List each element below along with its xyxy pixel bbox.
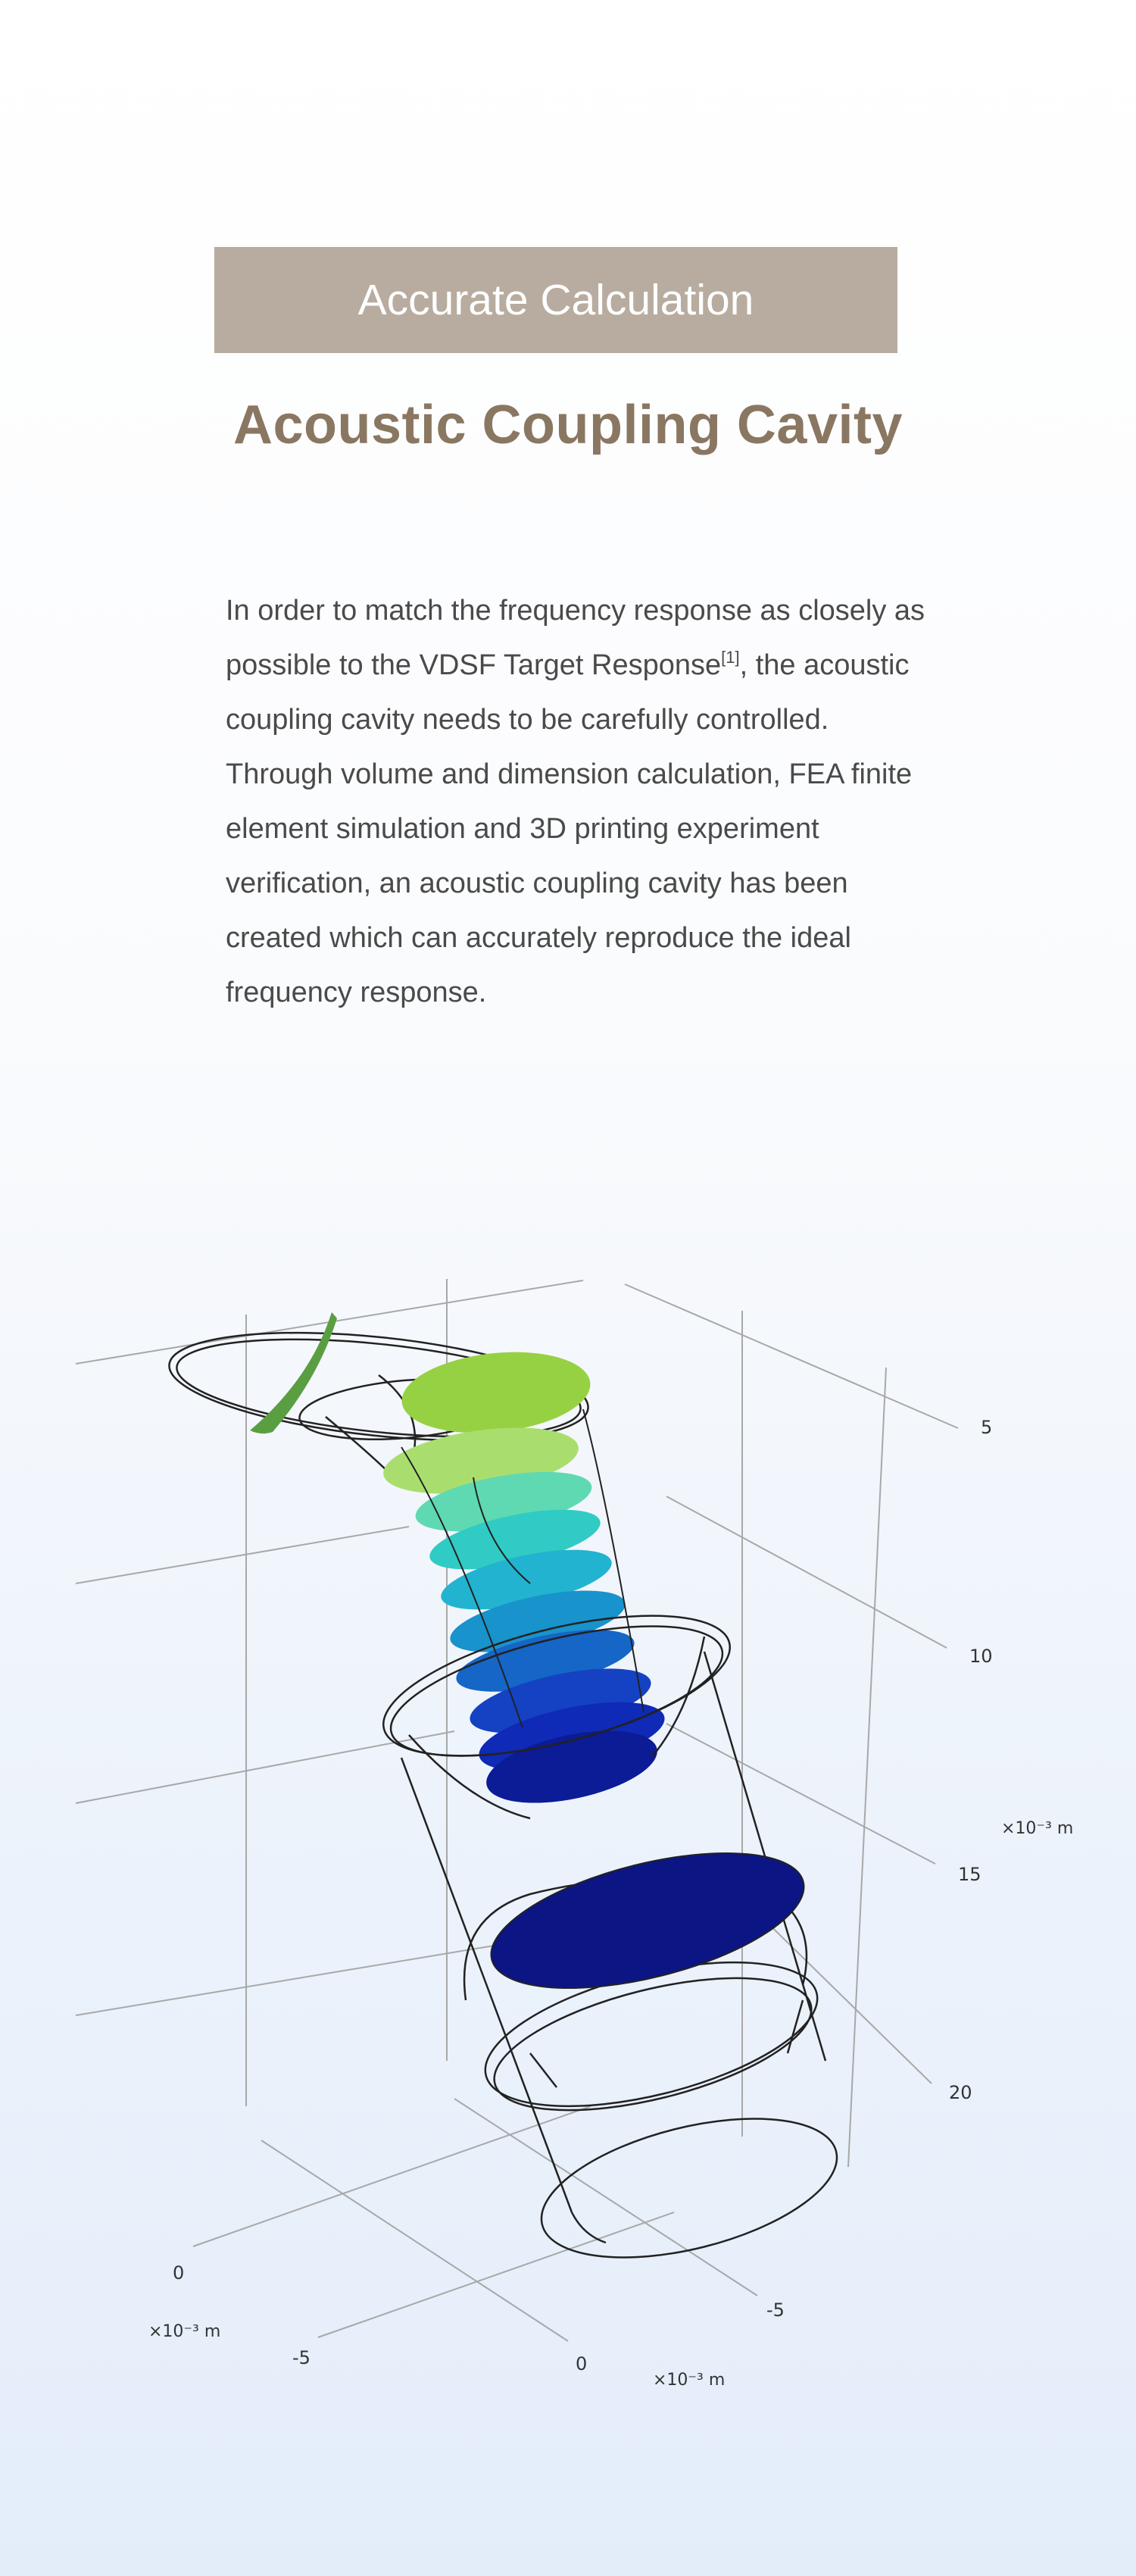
z-tick-15: 15 — [958, 1864, 982, 1885]
page-title: Acoustic Coupling Cavity — [233, 395, 903, 455]
x-tick-neg5: -5 — [292, 2347, 311, 2368]
y-axis-unit: ×10⁻³ m — [653, 2371, 726, 2390]
z-tick-5: 5 — [981, 1417, 993, 1438]
z-tick-20: 20 — [949, 2082, 972, 2103]
reference-mark: [1] — [721, 648, 740, 667]
y-tick-neg5: -5 — [766, 2299, 785, 2321]
description-paragraph — [226, 583, 938, 1020]
x-tick-0: 0 — [173, 2262, 185, 2284]
banner-label: Accurate Calculation — [357, 276, 754, 324]
description-text-1: In order to match the frequency response as closely as possible to the VDSF Target Response — [226, 595, 925, 681]
fea-cavity-diagram — [0, 1227, 1136, 2478]
x-axis-unit: ×10⁻³ m — [148, 2322, 221, 2341]
side-patch — [250, 1312, 337, 1433]
description-text-2: , the acoustic coupling cavity needs to be carefully controlled. Through volume and dimension calculation, FEA finite element simulation and 3D printing experiment verification, an acoustic coupling cavity has been created which can accurately reproduce the ideal frequency response. — [226, 649, 913, 1008]
section-banner — [214, 247, 897, 353]
fea-slice-bottom — [478, 1827, 817, 2015]
y-tick-0: 0 — [576, 2353, 588, 2374]
z-axis-unit: ×10⁻³ m — [1001, 1819, 1074, 1838]
z-tick-10: 10 — [969, 1646, 993, 1667]
